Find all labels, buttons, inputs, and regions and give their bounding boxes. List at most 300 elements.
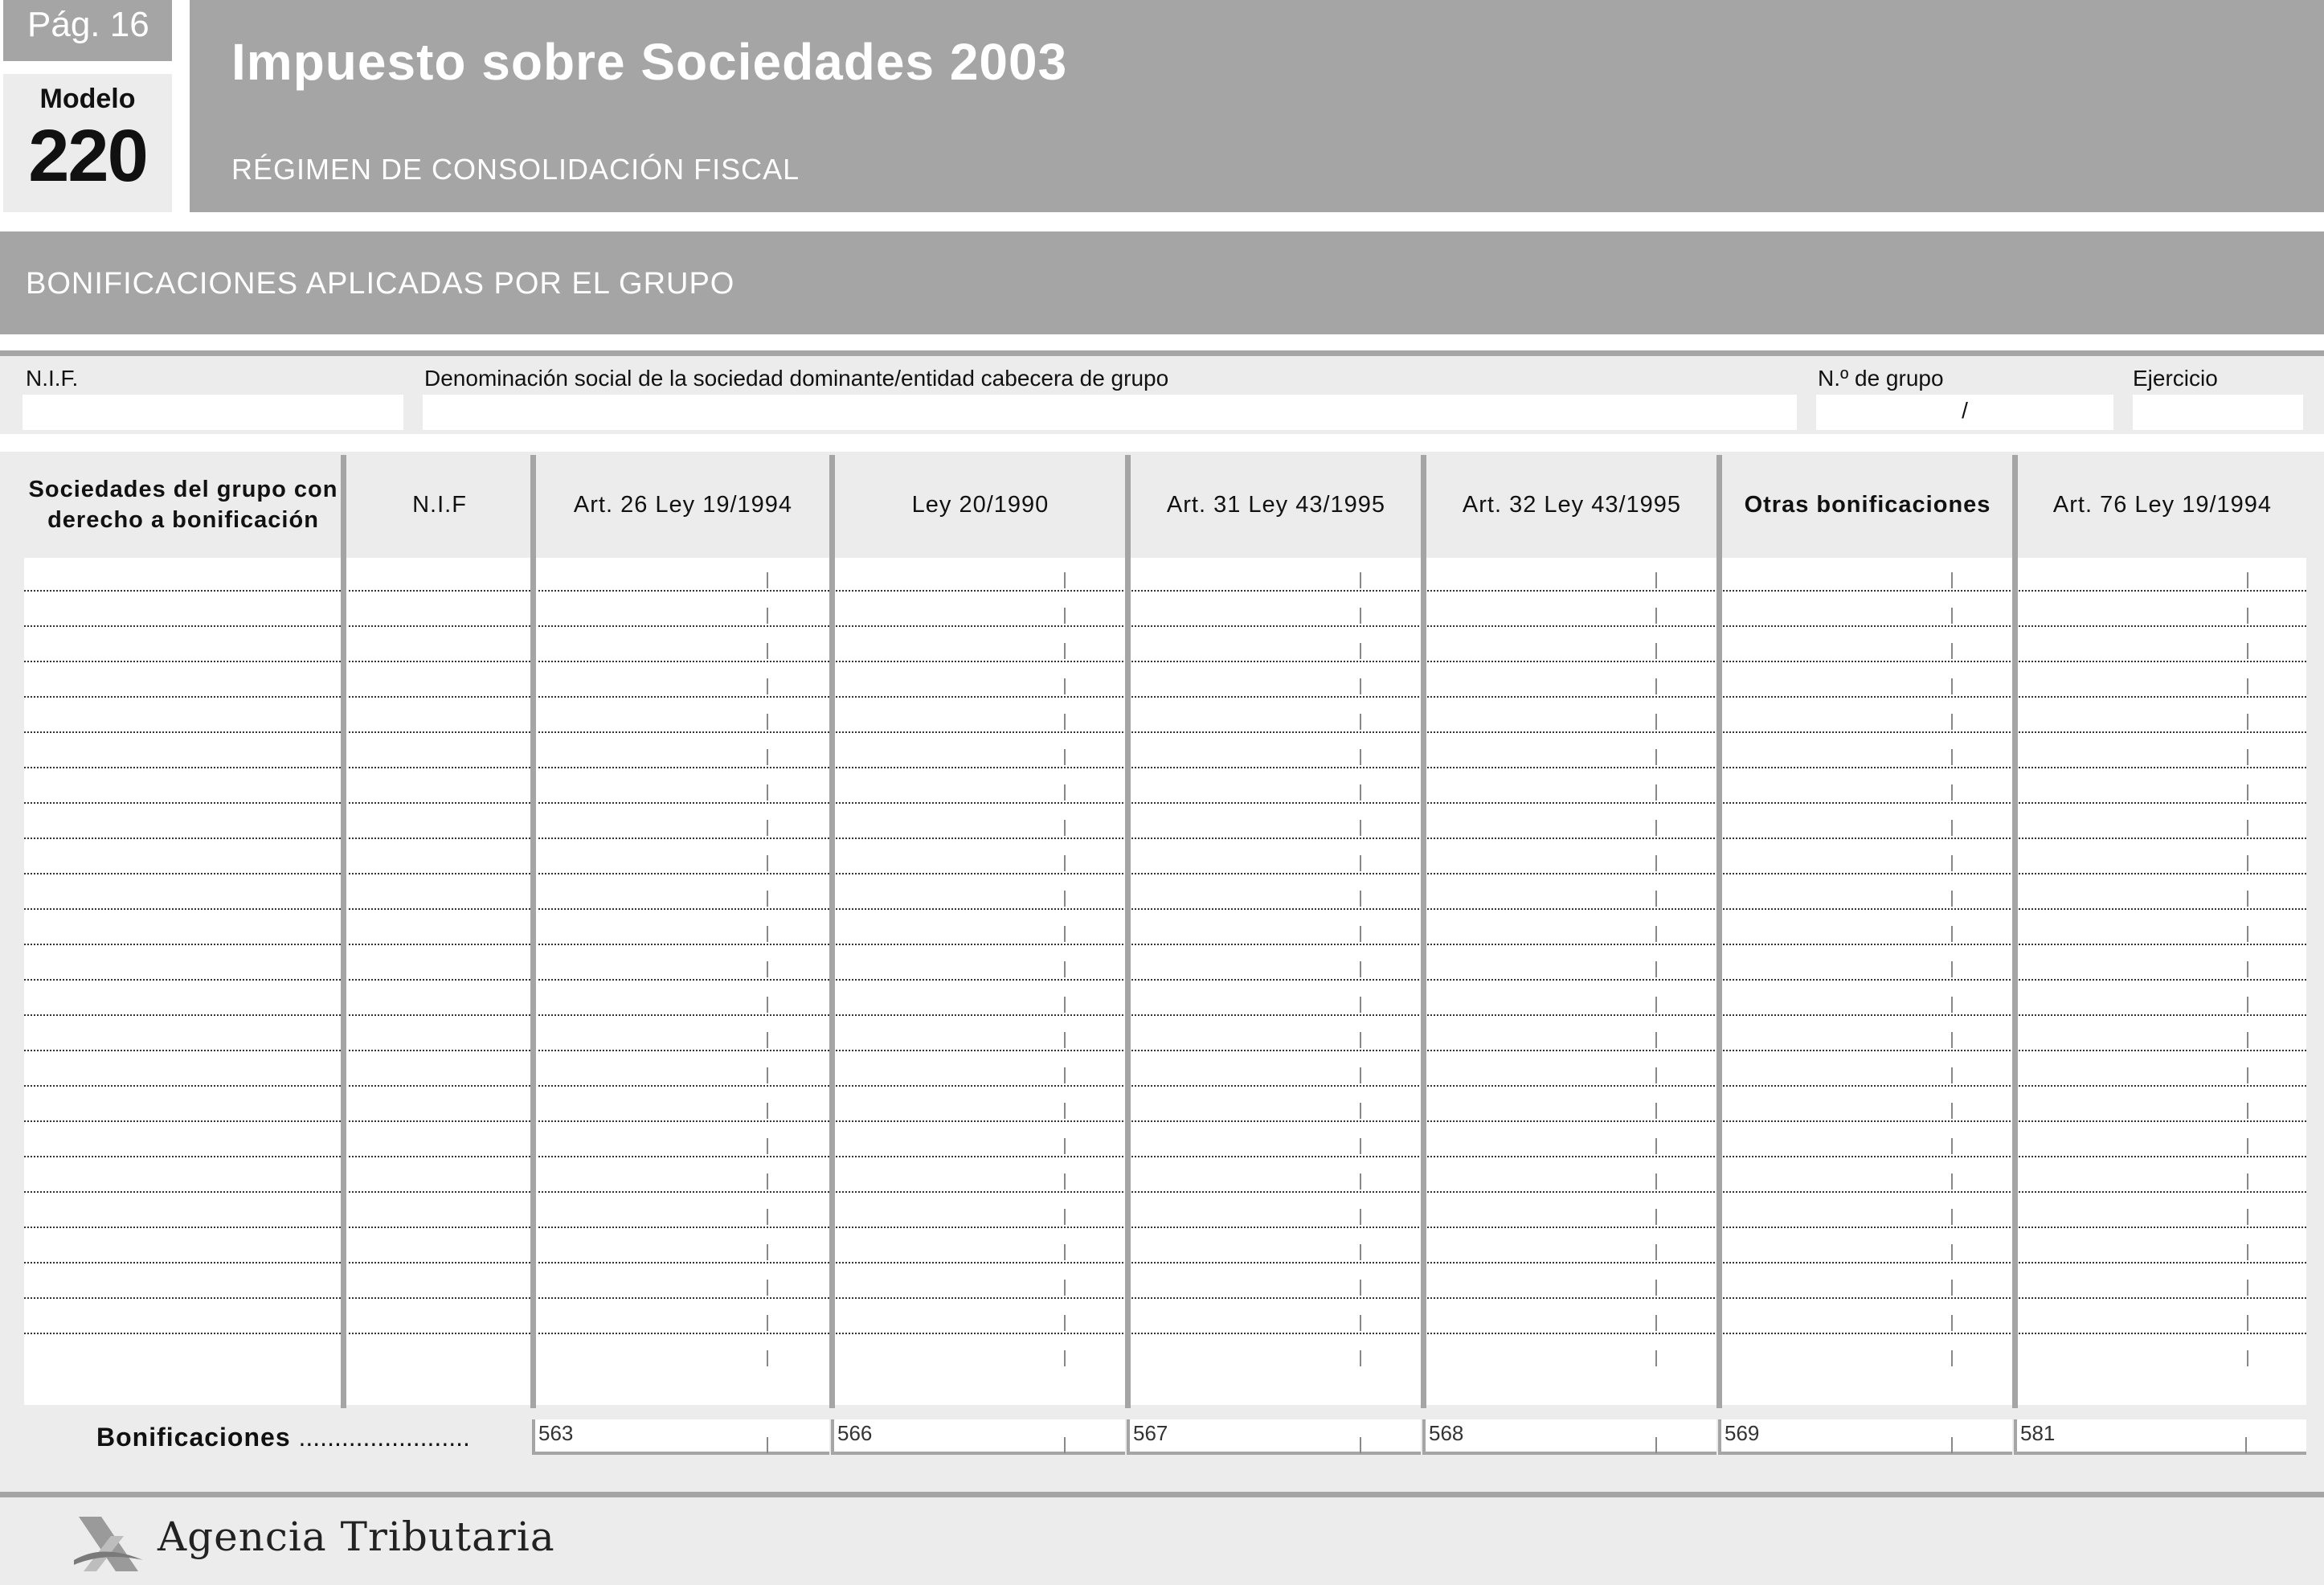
- column-divider: [1421, 455, 1426, 1408]
- header-art31: Art. 31 Ley 43/1995: [1166, 492, 1386, 518]
- entry-row-line[interactable]: [1723, 1262, 2011, 1263]
- entry-row-line[interactable]: [2019, 979, 2306, 981]
- total-field-art26[interactable]: [532, 1419, 829, 1455]
- separator-tick: [1951, 1032, 1953, 1048]
- separator-tick: [2247, 820, 2248, 836]
- separator-tick: [1360, 749, 1361, 765]
- entry-row-line[interactable]: [1427, 979, 1715, 981]
- total-field-art31[interactable]: [1127, 1419, 1421, 1455]
- entry-row-line[interactable]: [349, 1050, 530, 1051]
- separator-tick: [1064, 1138, 1066, 1154]
- entry-row-line[interactable]: [538, 1014, 829, 1016]
- separator-tick: [767, 749, 768, 765]
- total-field-art76[interactable]: [2014, 1419, 2306, 1455]
- entry-row-line[interactable]: [1723, 731, 2011, 733]
- entry-row-line[interactable]: [349, 661, 530, 662]
- separator-tick: [1064, 820, 1066, 836]
- separator-tick: [1951, 1350, 1953, 1366]
- entry-row-line[interactable]: [1723, 1014, 2011, 1016]
- grupo-separator: /: [1962, 398, 1968, 423]
- separator-tick: [767, 1138, 768, 1154]
- entry-row-line[interactable]: [24, 1333, 341, 1334]
- entry-row-line[interactable]: [24, 944, 341, 945]
- ejercicio-label: Ejercicio: [2133, 366, 2218, 391]
- separator-tick: [1064, 997, 1066, 1013]
- separator-tick: [1951, 784, 1953, 801]
- separator-tick: [767, 1315, 768, 1331]
- separator-tick: [1951, 678, 1953, 694]
- separator-tick: [1360, 1138, 1361, 1154]
- separator-tick: [1360, 1350, 1361, 1366]
- separator-tick: [1360, 572, 1361, 588]
- entry-row-line[interactable]: [1427, 1156, 1715, 1157]
- entry-row-line[interactable]: [1427, 944, 1715, 945]
- entry-row-line[interactable]: [1131, 873, 1419, 874]
- entry-row-line[interactable]: [1427, 873, 1715, 874]
- entry-row-line[interactable]: [1723, 767, 2011, 768]
- entry-row-line[interactable]: [24, 696, 341, 698]
- separator-tick: [1064, 1315, 1066, 1331]
- entry-row-line[interactable]: [2019, 1085, 2306, 1087]
- entry-row-line[interactable]: [538, 1085, 829, 1087]
- separator-tick: [2247, 1244, 2248, 1260]
- entry-row-line[interactable]: [836, 908, 1123, 910]
- entry-row-line[interactable]: [2019, 838, 2306, 839]
- separator-tick: [2247, 1315, 2248, 1331]
- entry-row-line[interactable]: [1723, 944, 2011, 945]
- entry-row-line[interactable]: [349, 802, 530, 804]
- separator-tick: [1655, 1173, 1657, 1190]
- casilla-code: 567: [1133, 1421, 1168, 1445]
- entry-row-line[interactable]: [538, 590, 829, 592]
- entry-row-line[interactable]: [1131, 661, 1419, 662]
- separator-tick: [1655, 1138, 1657, 1154]
- entry-row-line[interactable]: [349, 979, 530, 981]
- entry-row-line[interactable]: [538, 1227, 829, 1228]
- separator-tick: [1951, 926, 1953, 942]
- entry-row-line[interactable]: [1131, 1191, 1419, 1193]
- entry-row-line[interactable]: [1723, 873, 2011, 874]
- separator-tick: [2247, 997, 2248, 1013]
- separator-tick: [1064, 643, 1066, 659]
- grupo-label: N.º de grupo: [1818, 366, 1944, 391]
- entry-row-line[interactable]: [538, 1262, 829, 1263]
- entry-row-line[interactable]: [1723, 802, 2011, 804]
- entry-row-line[interactable]: [538, 731, 829, 733]
- entry-row-line[interactable]: [1131, 1333, 1419, 1334]
- separator-tick: [767, 678, 768, 694]
- totals-dots: ........................: [298, 1423, 470, 1452]
- separator-tick: [767, 997, 768, 1013]
- entry-row-line[interactable]: [2019, 767, 2306, 768]
- separator-tick: [2247, 1032, 2248, 1048]
- entry-row-line[interactable]: [1131, 590, 1419, 592]
- entry-row-line[interactable]: [836, 767, 1123, 768]
- separator-tick: [1951, 1103, 1953, 1119]
- entry-row-line[interactable]: [1427, 590, 1715, 592]
- entry-row-line[interactable]: [538, 908, 829, 910]
- separator-tick: [1064, 1209, 1066, 1225]
- grupo-field[interactable]: [1816, 395, 2113, 430]
- entry-row-line[interactable]: [24, 1050, 341, 1051]
- separator-tick: [1951, 1280, 1953, 1296]
- entry-row-line[interactable]: [1723, 1085, 2011, 1087]
- entry-row-line[interactable]: [24, 1120, 341, 1122]
- separator-tick: [1655, 714, 1657, 730]
- entry-row-line[interactable]: [349, 590, 530, 592]
- entry-row-line[interactable]: [349, 1085, 530, 1087]
- entry-row-line[interactable]: [1723, 908, 2011, 910]
- entry-row-line[interactable]: [1131, 1120, 1419, 1122]
- entry-row-line[interactable]: [1723, 979, 2011, 981]
- entry-row-line[interactable]: [349, 1014, 530, 1016]
- separator-tick: [767, 926, 768, 942]
- entry-row-line[interactable]: [1131, 1297, 1419, 1299]
- modelo-box: [3, 74, 172, 212]
- entry-row-line[interactable]: [2019, 1297, 2306, 1299]
- entry-row-line[interactable]: [1723, 838, 2011, 839]
- entry-row-line[interactable]: [836, 1050, 1123, 1051]
- entry-row-line[interactable]: [349, 944, 530, 945]
- entry-row-line[interactable]: [2019, 908, 2306, 910]
- separator-tick: [1064, 1173, 1066, 1190]
- page-number-box: [3, 0, 172, 61]
- entry-row-line[interactable]: [1131, 767, 1419, 768]
- entry-row-line[interactable]: [2019, 873, 2306, 874]
- entry-row-line[interactable]: [836, 1191, 1123, 1193]
- separator-tick: [2247, 572, 2248, 588]
- entry-row-line[interactable]: [1723, 625, 2011, 627]
- entry-row-line[interactable]: [24, 731, 341, 733]
- separator-tick: [1064, 784, 1066, 801]
- entry-row-line[interactable]: [349, 873, 530, 874]
- form-title: Impuesto sobre Sociedades 2003: [231, 33, 1068, 91]
- header-nif: N.I.F: [412, 492, 467, 518]
- entry-row-line[interactable]: [2019, 1050, 2306, 1051]
- identification-panel: [0, 350, 2324, 434]
- entry-row-line[interactable]: [538, 767, 829, 768]
- casilla-code: 563: [538, 1421, 574, 1445]
- agency-name: Agencia Tributaria: [158, 1513, 555, 1560]
- separator-tick: [1360, 1280, 1361, 1296]
- separator-tick: [1655, 820, 1657, 836]
- separator-tick: [2247, 1209, 2248, 1225]
- separator-tick: [1951, 1067, 1953, 1083]
- entry-row-line[interactable]: [2019, 731, 2306, 733]
- separator-tick: [1064, 608, 1066, 624]
- entry-row-line[interactable]: [538, 802, 829, 804]
- entry-row-line[interactable]: [1427, 1050, 1715, 1051]
- separator-tick: [2247, 961, 2248, 977]
- denominacion-field[interactable]: [423, 395, 1797, 430]
- entry-row-line[interactable]: [2019, 1191, 2306, 1193]
- separator-tick: [2247, 855, 2248, 871]
- entry-row-line[interactable]: [1427, 1014, 1715, 1016]
- separator-tick: [2247, 891, 2248, 907]
- entry-row-line[interactable]: [836, 590, 1123, 592]
- separator-tick: [1360, 1032, 1361, 1048]
- separator-tick: [1360, 1103, 1361, 1119]
- entry-row-line[interactable]: [349, 1156, 530, 1157]
- entry-row-line[interactable]: [1427, 696, 1715, 698]
- page-number: Pág. 16: [27, 5, 149, 44]
- entry-row-line[interactable]: [2019, 1156, 2306, 1157]
- title-band: [190, 0, 2324, 212]
- entry-row-line[interactable]: [349, 1120, 530, 1122]
- separator-tick: [1655, 1280, 1657, 1296]
- footer-divider: [0, 1492, 2324, 1497]
- entry-row-line[interactable]: [2019, 1227, 2306, 1228]
- entry-row-line[interactable]: [1131, 1085, 1419, 1087]
- entry-row-line[interactable]: [2019, 1333, 2306, 1334]
- entry-row-line[interactable]: [836, 979, 1123, 981]
- entry-row-line[interactable]: [1427, 625, 1715, 627]
- entry-row-line[interactable]: [1427, 661, 1715, 662]
- separator-tick: [1360, 961, 1361, 977]
- entry-row-line[interactable]: [1723, 1333, 2011, 1334]
- entry-row-line[interactable]: [836, 1120, 1123, 1122]
- separator-tick: [1951, 749, 1953, 765]
- entry-row-line[interactable]: [1427, 908, 1715, 910]
- entry-row-line[interactable]: [24, 802, 341, 804]
- entry-row-line[interactable]: [538, 944, 829, 945]
- separator-tick: [1951, 820, 1953, 836]
- entry-row-line[interactable]: [1131, 908, 1419, 910]
- separator-tick: [767, 820, 768, 836]
- separator-tick: [1064, 1067, 1066, 1083]
- entry-row-line[interactable]: [24, 908, 341, 910]
- entry-row-line[interactable]: [349, 1262, 530, 1263]
- separator-tick: [1655, 1103, 1657, 1119]
- entry-row-line[interactable]: [538, 1120, 829, 1122]
- entry-row-line[interactable]: [24, 1191, 341, 1193]
- entry-row-line[interactable]: [538, 1333, 829, 1334]
- separator-tick: [1951, 961, 1953, 977]
- entry-row-line[interactable]: [1723, 1191, 2011, 1193]
- entry-row-line[interactable]: [1131, 838, 1419, 839]
- entry-row-line[interactable]: [538, 661, 829, 662]
- entry-row-line[interactable]: [24, 1014, 341, 1016]
- separator-tick: [1360, 1067, 1361, 1083]
- separator-tick: [767, 1244, 768, 1260]
- entry-row-line[interactable]: [24, 767, 341, 768]
- separator-tick: [767, 643, 768, 659]
- entry-row-line[interactable]: [836, 1085, 1123, 1087]
- entry-row-line[interactable]: [24, 838, 341, 839]
- separator-tick: [1064, 1103, 1066, 1119]
- separator-tick: [2247, 926, 2248, 942]
- section-title: BONIFICACIONES APLICADAS POR EL GRUPO: [26, 267, 735, 301]
- separator-tick: [1655, 678, 1657, 694]
- header-art32: Art. 32 Ley 43/1995: [1462, 492, 1682, 518]
- header-otras: Otras bonificaciones: [1744, 492, 1991, 518]
- form-subtitle: RÉGIMEN DE CONSOLIDACIÓN FISCAL: [231, 153, 800, 186]
- separator-tick: [1360, 926, 1361, 942]
- total-field-art32[interactable]: [1422, 1419, 1716, 1455]
- entry-row-line[interactable]: [538, 1297, 829, 1299]
- entry-row-line[interactable]: [349, 1227, 530, 1228]
- separator-tick: [1951, 997, 1953, 1013]
- entry-row-line[interactable]: [2019, 802, 2306, 804]
- entry-row-line[interactable]: [2019, 1014, 2306, 1016]
- entry-row-line[interactable]: [1131, 979, 1419, 981]
- agencia-tributaria-logo-icon: [72, 1512, 145, 1576]
- entry-row-line[interactable]: [836, 1297, 1123, 1299]
- entry-row-line[interactable]: [2019, 625, 2306, 627]
- entry-row-line[interactable]: [1131, 696, 1419, 698]
- column-divider: [2012, 455, 2018, 1408]
- separator-tick: [767, 1173, 768, 1190]
- entry-row-line[interactable]: [1131, 802, 1419, 804]
- separator-tick: [2247, 1173, 2248, 1190]
- separator-tick: [1360, 1315, 1361, 1331]
- entry-row-line[interactable]: [1427, 767, 1715, 768]
- entry-row-line[interactable]: [349, 838, 530, 839]
- separator-tick: [767, 1032, 768, 1048]
- entry-row-line[interactable]: [836, 696, 1123, 698]
- separator-tick: [767, 784, 768, 801]
- entry-row-line[interactable]: [1427, 1085, 1715, 1087]
- entry-row-line[interactable]: [1131, 625, 1419, 627]
- entry-row-line[interactable]: [1723, 1227, 2011, 1228]
- header-sociedades: Sociedades del grupo con derecho a bonificación: [28, 477, 338, 533]
- entry-row-line[interactable]: [836, 1262, 1123, 1263]
- nif-field[interactable]: [23, 395, 403, 430]
- entry-row-line[interactable]: [349, 1297, 530, 1299]
- entry-row-line[interactable]: [24, 1085, 341, 1087]
- entry-row-line[interactable]: [836, 1014, 1123, 1016]
- separator-tick: [1360, 1209, 1361, 1225]
- separator-tick: [1655, 926, 1657, 942]
- entry-row-line[interactable]: [538, 625, 829, 627]
- ejercicio-field[interactable]: [2133, 395, 2303, 430]
- separator-tick: [1064, 891, 1066, 907]
- separator-tick: [1064, 926, 1066, 942]
- entry-row-line[interactable]: [349, 908, 530, 910]
- entry-row-line[interactable]: [836, 838, 1123, 839]
- entry-row-line[interactable]: [538, 979, 829, 981]
- entry-row-line[interactable]: [24, 1227, 341, 1228]
- entry-row-line[interactable]: [1427, 1120, 1715, 1122]
- totals-label: [96, 1423, 470, 1452]
- separator-tick: [1064, 572, 1066, 588]
- entry-row-line[interactable]: [24, 979, 341, 981]
- entry-row-line[interactable]: [24, 590, 341, 592]
- entry-row-line[interactable]: [349, 696, 530, 698]
- entry-row-line[interactable]: [538, 1156, 829, 1157]
- separator-tick: [1951, 1173, 1953, 1190]
- entry-row-line[interactable]: [1723, 696, 2011, 698]
- entry-row-line[interactable]: [1723, 1120, 2011, 1122]
- entry-row-line[interactable]: [349, 1191, 530, 1193]
- entry-row-line[interactable]: [538, 696, 829, 698]
- entry-row-line[interactable]: [836, 625, 1123, 627]
- entry-row-line[interactable]: [2019, 590, 2306, 592]
- entry-row-line[interactable]: [1131, 1227, 1419, 1228]
- separator-tick: [1655, 1244, 1657, 1260]
- entry-row-line[interactable]: [24, 1262, 341, 1263]
- table-body[interactable]: [24, 558, 2306, 1405]
- entry-row-line[interactable]: [2019, 944, 2306, 945]
- entry-row-line[interactable]: [1723, 590, 2011, 592]
- entry-row-line[interactable]: [1427, 731, 1715, 733]
- entry-row-line[interactable]: [1723, 1050, 2011, 1051]
- entry-row-line[interactable]: [1427, 802, 1715, 804]
- entry-row-line[interactable]: [1131, 1156, 1419, 1157]
- separator-tick: [2247, 608, 2248, 624]
- entry-row-line[interactable]: [836, 731, 1123, 733]
- separator-tick: [1064, 1280, 1066, 1296]
- entry-row-line[interactable]: [1427, 838, 1715, 839]
- entry-row-line[interactable]: [24, 1297, 341, 1299]
- entry-row-line[interactable]: [836, 1156, 1123, 1157]
- entry-row-line[interactable]: [1131, 731, 1419, 733]
- entry-row-line[interactable]: [1427, 1191, 1715, 1193]
- entry-row-line[interactable]: [1427, 1297, 1715, 1299]
- entry-row-line[interactable]: [836, 1227, 1123, 1228]
- entry-row-line[interactable]: [2019, 661, 2306, 662]
- entry-row-line[interactable]: [2019, 1262, 2306, 1263]
- separator-tick: [1064, 1032, 1066, 1048]
- entry-row-line[interactable]: [836, 661, 1123, 662]
- entry-row-line[interactable]: [836, 944, 1123, 945]
- entry-row-line[interactable]: [1131, 944, 1419, 945]
- entry-row-line[interactable]: [349, 731, 530, 733]
- entry-row-line[interactable]: [349, 625, 530, 627]
- header-art26: Art. 26 Ley 19/1994: [573, 492, 793, 518]
- entry-row-line[interactable]: [1131, 1014, 1419, 1016]
- entry-row-line[interactable]: [349, 767, 530, 768]
- separator-tick: [1655, 749, 1657, 765]
- entry-row-line[interactable]: [2019, 1120, 2306, 1122]
- entry-row-line[interactable]: [538, 838, 829, 839]
- entry-row-line[interactable]: [349, 1333, 530, 1334]
- entry-row-line[interactable]: [836, 802, 1123, 804]
- entry-row-line[interactable]: [538, 1191, 829, 1193]
- entry-row-line[interactable]: [1427, 1227, 1715, 1228]
- entry-row-line[interactable]: [1723, 1156, 2011, 1157]
- entry-row-line[interactable]: [24, 873, 341, 874]
- entry-row-line[interactable]: [538, 1050, 829, 1051]
- casilla-code: 568: [1429, 1421, 1464, 1445]
- entry-row-line[interactable]: [1723, 1297, 2011, 1299]
- entry-row-line[interactable]: [836, 873, 1123, 874]
- entry-row-line[interactable]: [24, 661, 341, 662]
- entry-row-line[interactable]: [24, 625, 341, 627]
- separator-tick: [2247, 643, 2248, 659]
- separator-tick: [767, 714, 768, 730]
- entry-row-line[interactable]: [1131, 1050, 1419, 1051]
- separator-tick: [1951, 891, 1953, 907]
- separator-tick: [1655, 1350, 1657, 1366]
- separator-tick: [2247, 1067, 2248, 1083]
- separator-tick: [1064, 961, 1066, 977]
- entry-row-line[interactable]: [1723, 661, 2011, 662]
- entry-row-line[interactable]: [24, 1156, 341, 1157]
- column-divider: [530, 455, 536, 1408]
- separator-tick: [1360, 1173, 1361, 1190]
- entry-row-line[interactable]: [2019, 696, 2306, 698]
- entry-row-line[interactable]: [538, 873, 829, 874]
- section-band: [0, 231, 2324, 334]
- total-field-otras[interactable]: [1718, 1419, 2012, 1455]
- totals-label-text: Bonificaciones: [96, 1423, 291, 1452]
- entry-row-line[interactable]: [1131, 1262, 1419, 1263]
- entry-row-line[interactable]: [1427, 1333, 1715, 1334]
- entry-row-line[interactable]: [1427, 1262, 1715, 1263]
- entry-row-line[interactable]: [836, 1333, 1123, 1334]
- total-field-ley20[interactable]: [831, 1419, 1125, 1455]
